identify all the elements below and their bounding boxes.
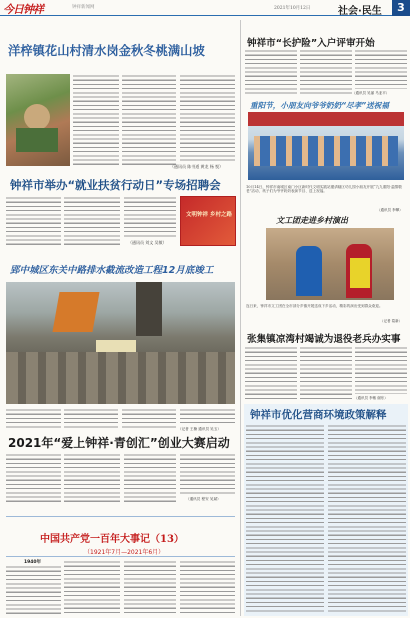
byline: （通讯员 李攀） xyxy=(377,208,403,212)
article-body xyxy=(180,74,235,162)
article-body xyxy=(6,565,61,615)
banner-troupe: 文工团走进乡村演出 xyxy=(276,216,348,225)
article-body xyxy=(245,346,297,400)
article-body xyxy=(6,453,61,503)
article-body xyxy=(300,346,352,400)
page-header xyxy=(0,0,410,16)
article-body xyxy=(6,196,61,246)
civilization-banner xyxy=(180,196,236,246)
section-rule xyxy=(6,556,235,557)
article-body xyxy=(64,453,120,503)
article-body xyxy=(355,346,407,394)
byline: （记者 王楠 通讯员 吴玉） xyxy=(178,427,221,431)
byline: （通讯员 刘文 吴敏） xyxy=(128,240,167,245)
article-body xyxy=(124,196,176,238)
photo-caption: 10月14日，钟祥市南城区南门小区新时代文明实践站邀请辖区幼儿园小朋友开展“九九重阳·温情敬老”活动，孩子们为爷爷奶奶表演节目、送上祝福。 xyxy=(246,185,402,194)
article-body xyxy=(246,424,324,614)
policy-section-box xyxy=(244,404,408,616)
article-body xyxy=(180,560,235,615)
byline: （记者 葛新） xyxy=(380,319,403,323)
masthead-logo: 今日钟祥 xyxy=(3,3,43,16)
issue-date: 2021年10月12日 xyxy=(274,6,311,11)
article-body xyxy=(245,49,297,95)
article-body xyxy=(124,453,176,503)
article-body xyxy=(122,408,176,430)
headline-contest: 2021年“爱上钟祥·青创汇”创业大赛启动 xyxy=(8,436,230,450)
banner-text: 文明钟祥 乡村之路 xyxy=(186,212,232,218)
column-divider xyxy=(240,20,241,616)
banner-double-ninth: 重阳节，小朋友向爷爷奶奶“尽孝”送祝福 xyxy=(250,101,389,110)
headline-ltc-insurance: 钟祥市“长护险”入户评审开始 xyxy=(247,38,375,49)
headline-peach: 洋梓镇花山村清水岗金秋冬桃满山坡 xyxy=(8,44,205,58)
children-photo xyxy=(248,112,404,180)
year-heading: 1940年 xyxy=(24,560,42,565)
byline: （通讯员 程安 吴斌） xyxy=(186,497,221,501)
article-body xyxy=(64,560,120,615)
article-body xyxy=(300,49,352,95)
section-title: 社会·民生 xyxy=(338,6,382,17)
page-number: 3 xyxy=(392,0,410,16)
article-body xyxy=(180,408,235,426)
article-body xyxy=(122,74,176,168)
headline-veterans: 张集镇凉湾村竭诚为退役老兵办实事 xyxy=(247,334,401,345)
headline-jobfair: 钟祥市举办“就业扶贫行动日”专场招聘会 xyxy=(10,178,221,192)
photo-caption: 连日来，钟祥市文工团在全市部分乡镇开展送戏下乡活动，精彩的演出受到群众欢迎。 xyxy=(246,304,383,308)
headline-party-subtitle: （1921年7月—2021年6月） xyxy=(84,549,165,556)
byline: （通讯员 李敏 谢东） xyxy=(354,396,388,400)
article-body xyxy=(124,560,176,615)
peach-photo xyxy=(6,74,70,166)
article-body xyxy=(64,408,118,430)
article-body xyxy=(6,408,61,430)
article-body xyxy=(180,453,235,495)
byline: （通讯员 陈书道 黄龙 杨 悦） xyxy=(170,164,224,169)
article-body xyxy=(328,424,406,614)
site-name: 钟祥新闻网 xyxy=(72,5,95,10)
headline-party-history: 中国共产党一百年大事记（13） xyxy=(40,534,184,545)
performance-photo xyxy=(266,228,394,300)
byline: （通讯员 吴丽 马亚平） xyxy=(352,91,390,95)
headline-policy: 钟祥市优化营商环境政策解释 xyxy=(250,409,387,421)
construction-photo xyxy=(6,282,235,404)
article-body xyxy=(355,49,407,89)
article-body xyxy=(73,74,119,168)
headline-drainage: 郢中城区东关中路排水截流改造工程12月底竣工 xyxy=(10,265,214,276)
section-rule xyxy=(6,516,235,517)
article-body xyxy=(64,196,120,246)
